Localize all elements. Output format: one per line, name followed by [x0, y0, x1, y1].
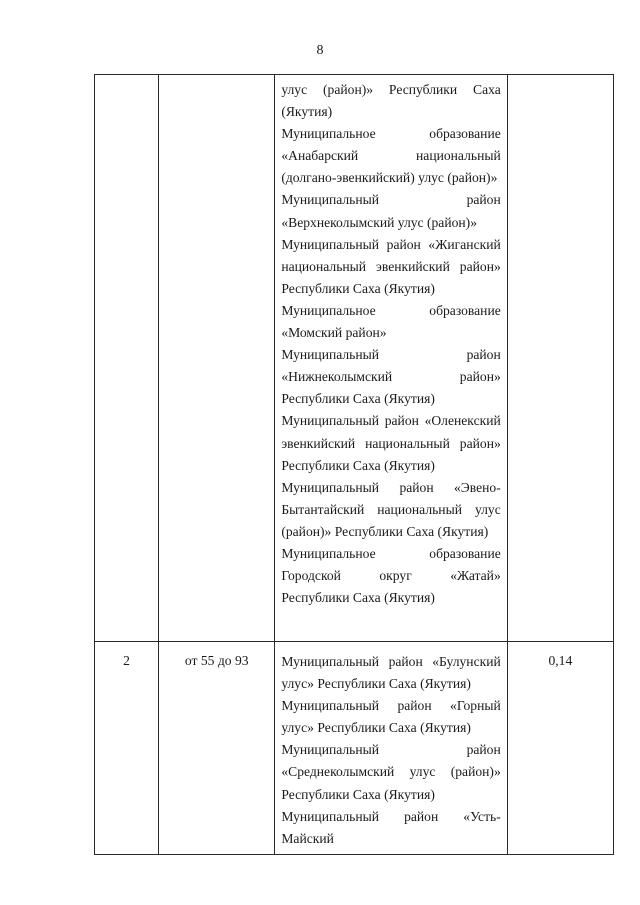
- municipality-entry: Муниципальный район «Горный улус» Республики Саха (Якутия): [281, 698, 501, 736]
- coefficient-cell: [507, 75, 613, 642]
- row-number-cell: 2: [95, 642, 159, 855]
- municipality-entry: Муниципальное образование «Анабарский национальный (долгано-эвенкийский) улус (район)»: [281, 126, 501, 186]
- municipality-entry: Муниципальный район «Оленекский эвенкийский национальный район» Республики Саха (Якутия): [281, 413, 501, 473]
- table-row: [95, 642, 614, 855]
- document-table: [94, 74, 614, 855]
- municipality-list-cell: [275, 75, 507, 642]
- table-row: [95, 75, 614, 642]
- municipality-entry: Муниципальное образование Городской округ «Жатай» Республики Саха (Якутия): [281, 545, 501, 606]
- range-cell: [159, 75, 275, 642]
- page-number: 8: [316, 43, 324, 58]
- municipality-entry: Муниципальное образование «Момский район»: [281, 302, 501, 341]
- municipality-entry: Муниципальный район «Верхнеколымский улус (район)»: [281, 192, 501, 230]
- municipality-list-cell: [275, 642, 507, 855]
- municipality-entry: Муниципальный район «Эвено-Бытантайский национальный улус (район)» Республики Саха (Якутия): [281, 479, 501, 539]
- row-number-cell: [95, 75, 159, 642]
- range-cell: от 55 до 93: [159, 642, 275, 855]
- coefficient-cell: 0,14: [507, 642, 613, 855]
- municipality-entry: Муниципальный район «Усть-Майский: [281, 808, 501, 846]
- municipality-entry: Муниципальный район «Нижнеколымский район» Республики Саха (Якутия): [281, 347, 501, 407]
- municipality-entry: Муниципальный район «Среднеколымский улус (район)» Республики Саха (Якутия): [281, 742, 501, 802]
- municipality-entry: Муниципальный район «Жиганский национальный эвенкийский район» Республики Саха (Якутия): [281, 236, 501, 296]
- municipality-entry: Муниципальный район «Булунский улус» Республики Саха (Якутия): [281, 654, 501, 692]
- municipality-entry: улус (район)» Республики Саха (Якутия): [281, 82, 501, 120]
